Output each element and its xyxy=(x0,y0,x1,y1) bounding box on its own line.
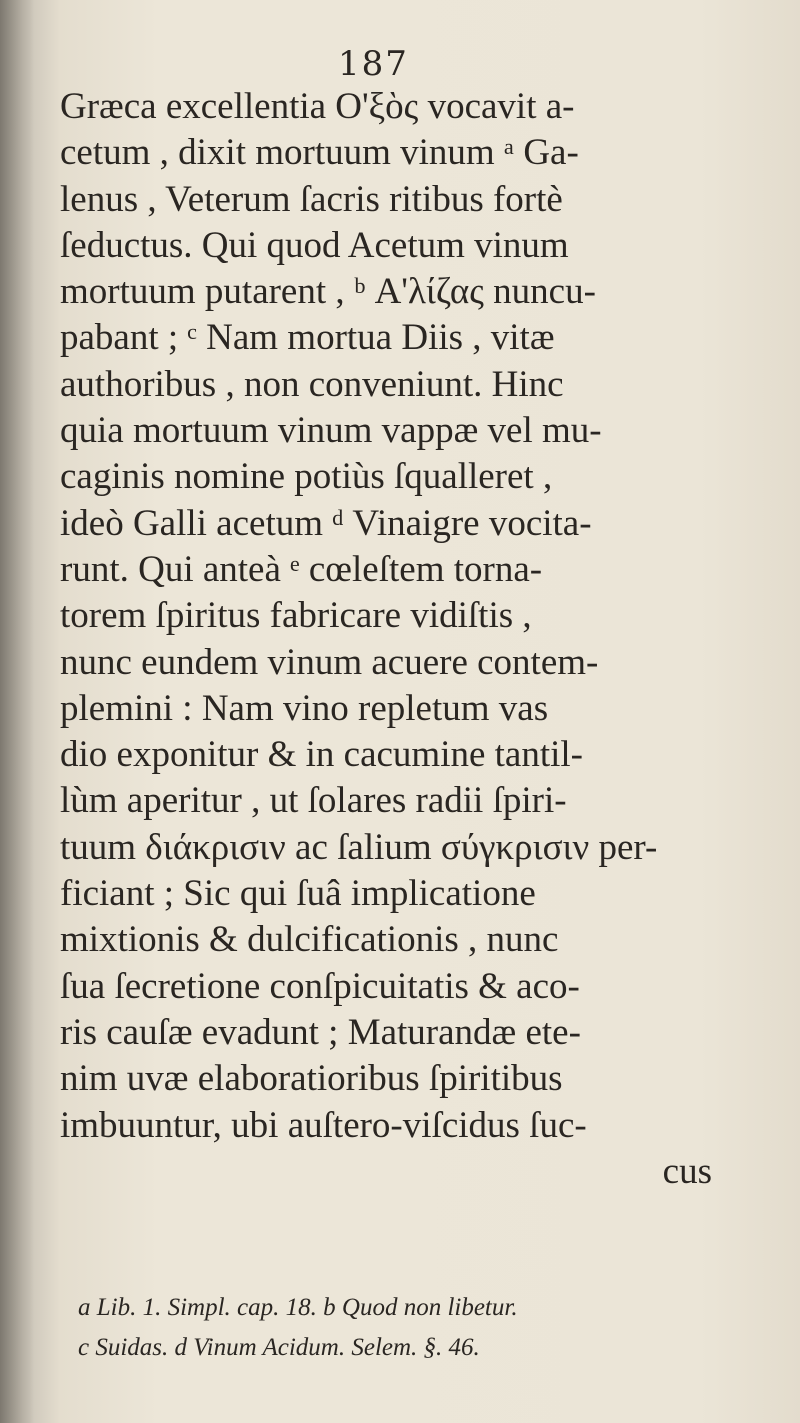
text-line: ideò Galli acetum ᵈ Vinaigre vocita- xyxy=(60,502,592,544)
text-line: ris cauſæ evadunt ; Maturandæ ete- xyxy=(60,1011,581,1053)
footnote-line: a Lib. 1. Simpl. cap. 18. b Quod non libetur. xyxy=(78,1294,518,1321)
footnotes xyxy=(78,1288,738,1368)
text-line: pabant ; ᶜ Nam mortua Diis , vitæ xyxy=(60,317,555,359)
text-line: mortuum putarent , ᵇ Α'λίζας nuncu- xyxy=(60,271,596,313)
text-line: torem ſpiritus fabricare vidiſtis , xyxy=(60,595,532,637)
text-line: runt. Qui anteà ᵉ cœleſtem torna- xyxy=(60,548,543,590)
page-gutter-shadow xyxy=(0,0,34,1423)
text-line: plemini : Nam vino repletum vas xyxy=(60,687,549,729)
text-line: nunc eundem vinum acuere contem- xyxy=(60,641,599,683)
page-number: 187 xyxy=(338,44,409,84)
text-line: lùm aperitur , ut ſolares radii ſpiri- xyxy=(60,780,567,822)
text-line: authoribus , non conveniunt. Hinc xyxy=(60,363,564,405)
text-line: Græca excellentia O'ξὸς vocavit a- xyxy=(60,86,575,127)
text-line: cetum , dixit mortuum vinum ᵃ Ga- xyxy=(60,132,579,174)
text-line: tuum διάκρισιν ac ſalium σύγκρισιν per- xyxy=(60,826,658,868)
text-line: ſua ſecretione conſpicuitatis & aco- xyxy=(60,965,580,1007)
text-line: caginis nomine potiùs ſqualleret , xyxy=(60,456,553,498)
catchword: cus xyxy=(662,1150,712,1192)
text-line: quia mortuum vinum vappæ vel mu- xyxy=(60,410,602,452)
text-line: dio exponitur & in cacumine tantil- xyxy=(60,734,584,776)
text-line: imbuuntur, ubi auſtero-viſcidus ſuc- xyxy=(60,1104,587,1146)
text-line: nim uvæ elaboratioribus ſpiritibus xyxy=(60,1058,563,1100)
text-line: ficiant ; Sic qui ſuâ implicatione xyxy=(60,873,536,915)
footnote-line: c Suidas. d Vinum Acidum. Selem. §. 46. xyxy=(78,1334,480,1361)
main-text-block xyxy=(60,84,720,1195)
text-line: mixtionis & dulcificationis , nunc xyxy=(60,919,559,961)
text-line: ſeductus. Qui quod Acetum vinum xyxy=(60,224,569,266)
text-line: lenus , Veterum ſacris ritibus fortè xyxy=(60,178,563,220)
